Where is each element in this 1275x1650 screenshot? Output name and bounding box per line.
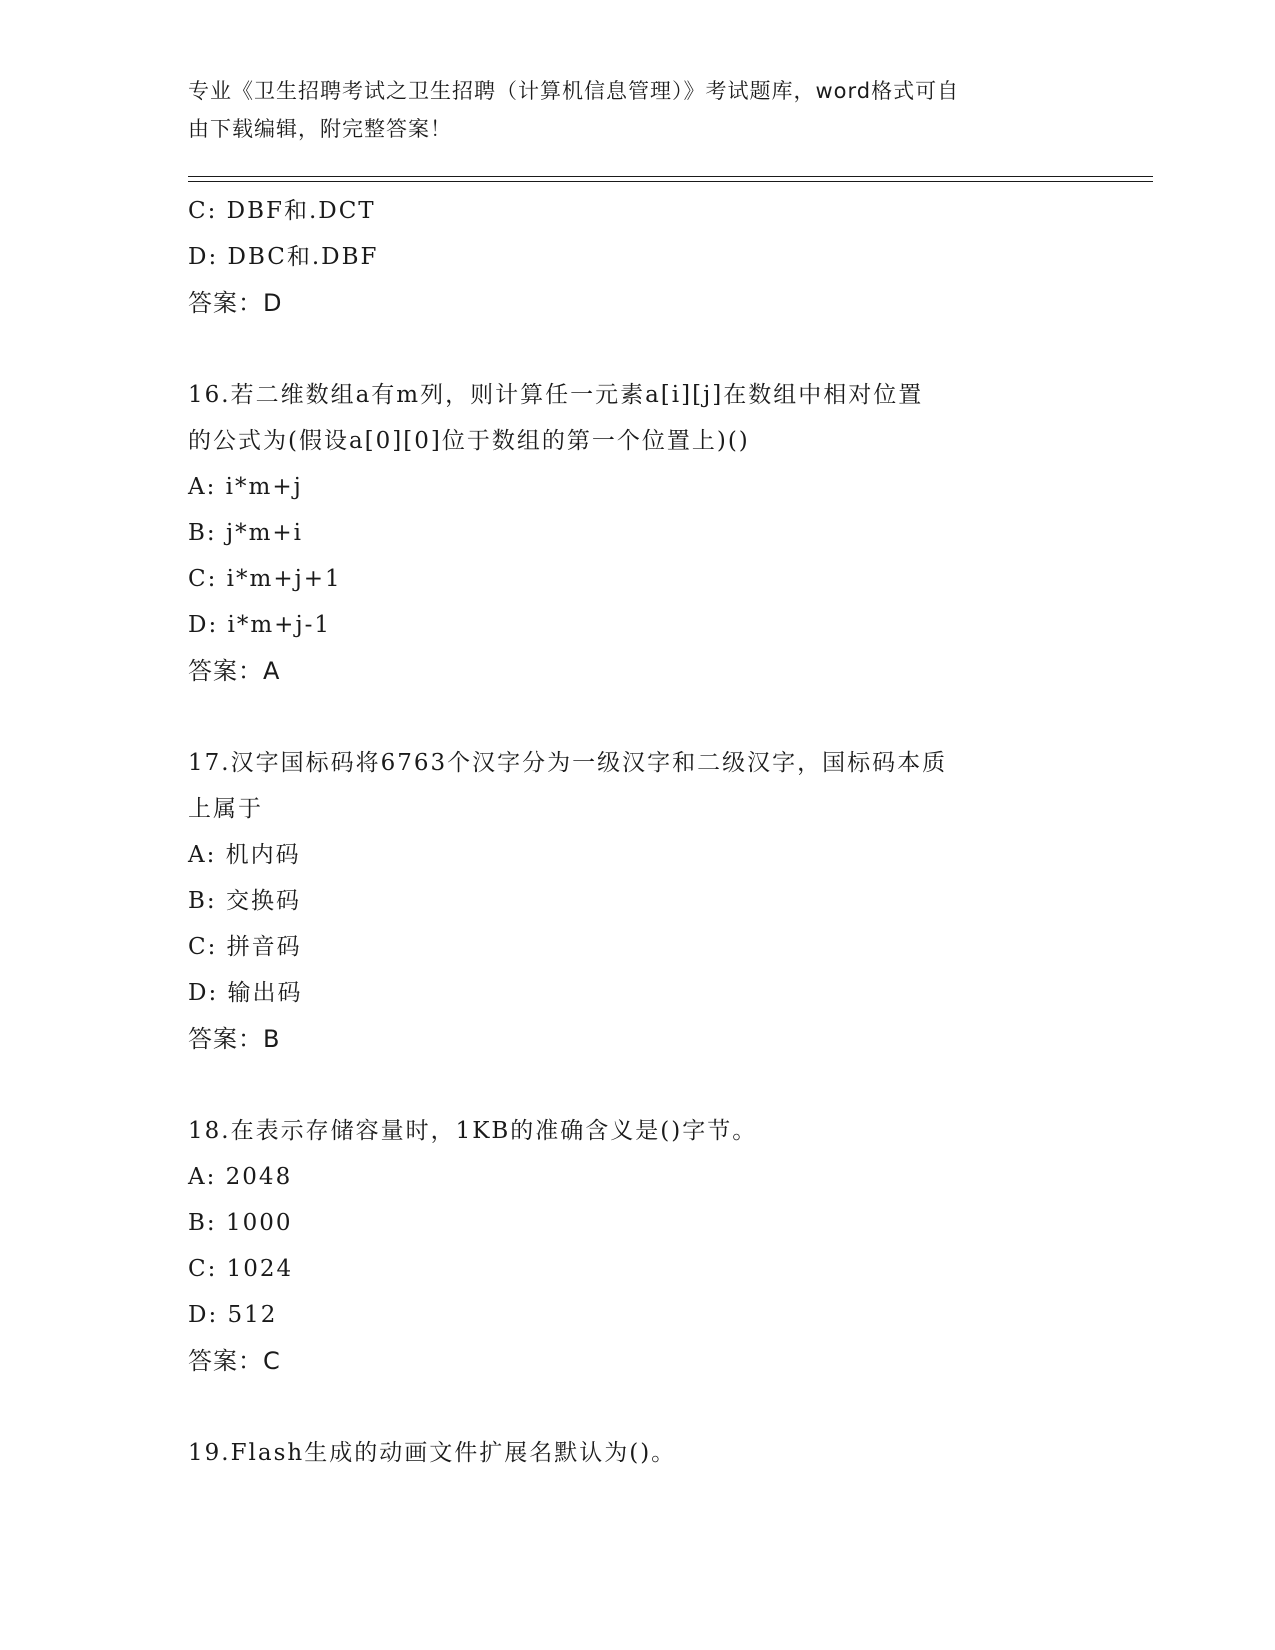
question-16: [188, 372, 1088, 694]
question-text-line-2: 的公式为(假设a[0][0]位于数组的第一个位置上)(): [188, 428, 750, 454]
option-c: C: 拼音码: [188, 934, 302, 960]
option-b: B: j*m+i: [188, 520, 304, 546]
question-15: [188, 188, 1088, 326]
question-text-line-1: 19.Flash生成的动画文件扩展名默认为()。: [188, 1440, 677, 1466]
header-line-1: 专业《卫生招聘考试之卫生招聘（计算机信息管理）》考试题库，word格式可自: [188, 79, 960, 103]
document-header: [188, 72, 1068, 148]
spacer: [188, 1384, 1088, 1430]
question-19: [188, 1430, 1088, 1476]
header-divider-bottom: [188, 181, 1153, 182]
spacer: [188, 694, 1088, 740]
question-text-line-1: 16.若二维数组a有m列，则计算任一元素a[i][j]在数组中相对位置: [188, 382, 924, 408]
spacer: [188, 1062, 1088, 1108]
question-text-line-1: 17.汉字国标码将6763个汉字分为一级汉字和二级汉字，国标码本质: [188, 750, 948, 776]
answer: 答案：C: [188, 1347, 281, 1375]
option-b: B: 交换码: [188, 888, 301, 914]
option-a: A: 机内码: [188, 842, 301, 868]
option-d: D: DBC和.DBF: [188, 244, 379, 270]
answer: 答案：B: [188, 1025, 281, 1053]
spacer: [188, 326, 1088, 372]
answer: 答案：D: [188, 289, 283, 317]
option-d: D: 输出码: [188, 980, 303, 1006]
question-list: [188, 188, 1088, 1476]
option-b: B: 1000: [188, 1210, 293, 1236]
option-a: A: 2048: [188, 1164, 293, 1190]
question-text-line-1: 18.在表示存储容量时，1KB的准确含义是()字节。: [188, 1118, 758, 1144]
answer: 答案：A: [188, 657, 281, 685]
question-18: [188, 1108, 1088, 1384]
option-d: D: 512: [188, 1302, 278, 1328]
option-c: C: 1024: [188, 1256, 294, 1282]
option-d: D: i*m+j-1: [188, 612, 331, 638]
option-c: C: i*m+j+1: [188, 566, 342, 592]
option-c: C: DBF和.DCT: [188, 198, 376, 224]
question-text-line-2: 上属于: [188, 796, 263, 822]
option-a: A: i*m+j: [188, 474, 303, 500]
header-line-2: 由下载编辑，附完整答案！: [188, 117, 452, 141]
question-17: [188, 740, 1088, 1062]
header-divider-top: [188, 176, 1153, 177]
